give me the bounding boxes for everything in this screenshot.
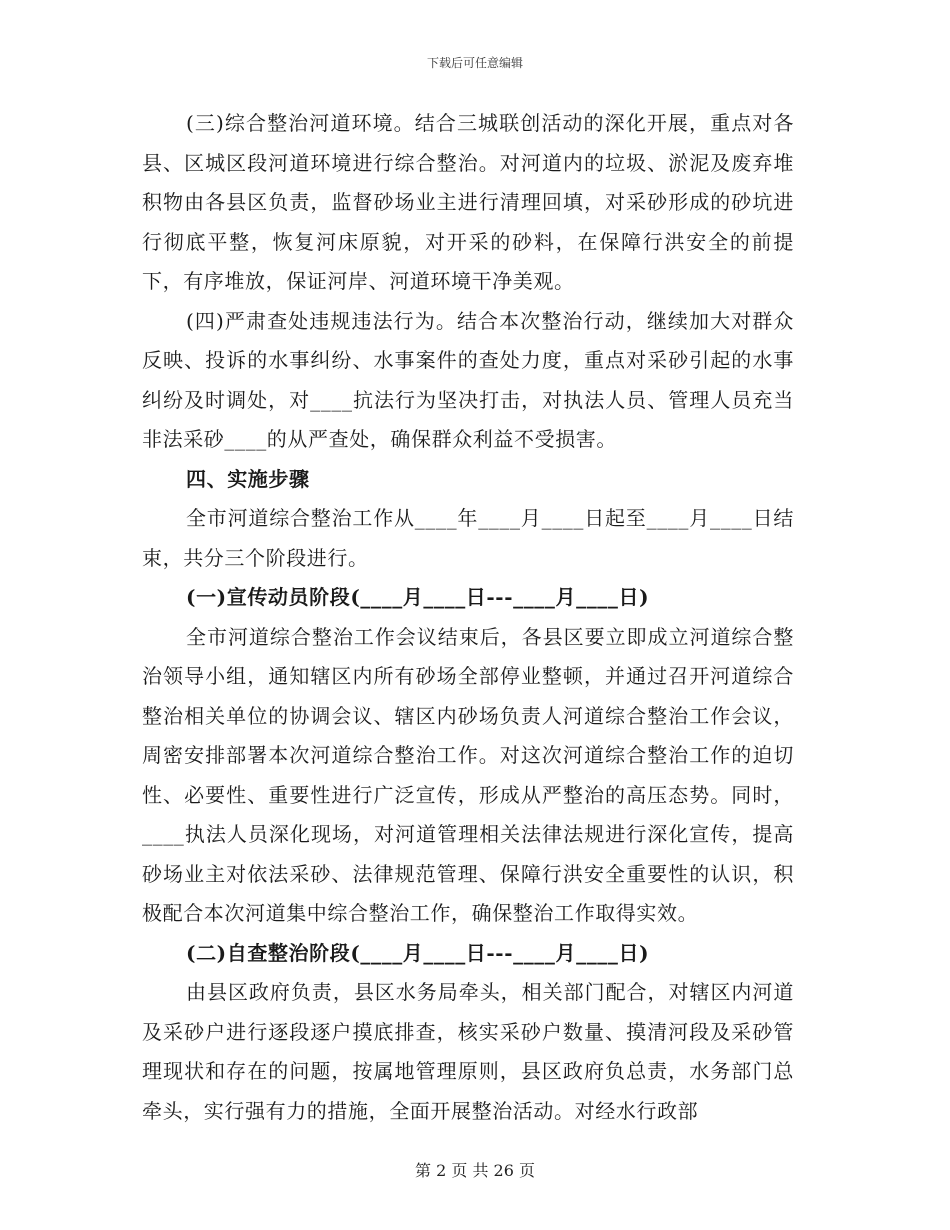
paragraph-self-inspection: 由县区政府负责，县区水务局牵头，相关部门配合，对辖区内河道及采砂户进行逐段逐户摸底排查，核实采砂户数量、摸清河段及采砂管理现状和存在的问题，按属地管理原则，县区政府负总责，水务部门总牵头，实行强有力的措施，全面开展整治活动。对经水行政部 xyxy=(142,980,794,1123)
page-header: 下载后可任意编辑 xyxy=(426,56,523,70)
paragraph-environment: (三)综合整治河道环境。结合三城联创活动的深化开展，重点对各县、区城区段河道环境进行综合整治。对河道内的垃圾、淤泥及废弃堆积物由各县区负责，监督砂场业主进行清理回填，对采砂形成的砂坑进行彻底平整，恢复河床原貌，对开采的砂料，在保障行洪安全的前提下，有序堆放，保证河岸、河道环境干净美观。 xyxy=(142,111,794,293)
page-footer: 第 2 页 共 26 页 xyxy=(415,1161,535,1180)
paragraph-violations: (四)严肃查处违规违法行为。结合本次整治行动，继续加大对群众反映、投诉的水事纠纷、水事案件的查处力度，重点对采砂引起的水事纠纷及时调处，对____抗法行为坚决打击，对执法人员、管理人员充当非法采砂____的从严查处，确保群众利益不受损害。 xyxy=(142,308,794,451)
document-body xyxy=(142,104,794,1131)
subheading-self-inspection-stage: (二)自查整治阶段(____月____日---____月____日) xyxy=(186,940,650,965)
section-heading-steps: 四、实施步骤 xyxy=(186,466,310,491)
paragraph-publicity: 全市河道综合整治工作会议结束后，各县区要立即成立河道综合整治领导小组，通知辖区内所有砂场全部停业整顿，并通过召开河道综合整治相关单位的协调会议、辖区内砂场负责人河道综合整治工作会议，周密安排部署本次河道综合整治工作。对这次河道综合整治工作的迫切性、必要性、重要性进行广泛宣传，形成从严整治的高压态势。同时，____执法人员深化现场，对河道管理相关法律法规进行深化宣传，提高砂场业主对依法采砂、法律规范管理、保障行洪安全重要性的认识，积极配合本次河道集中综合整治工作，确保整治工作取得实效。 xyxy=(142,624,794,925)
paragraph-schedule: 全市河道综合整治工作从____年____月____日起至____月____日结束，共分三个阶段进行。 xyxy=(142,506,794,570)
subheading-publicity-stage: (一)宣传动员阶段(____月____日---____月____日) xyxy=(186,585,650,609)
